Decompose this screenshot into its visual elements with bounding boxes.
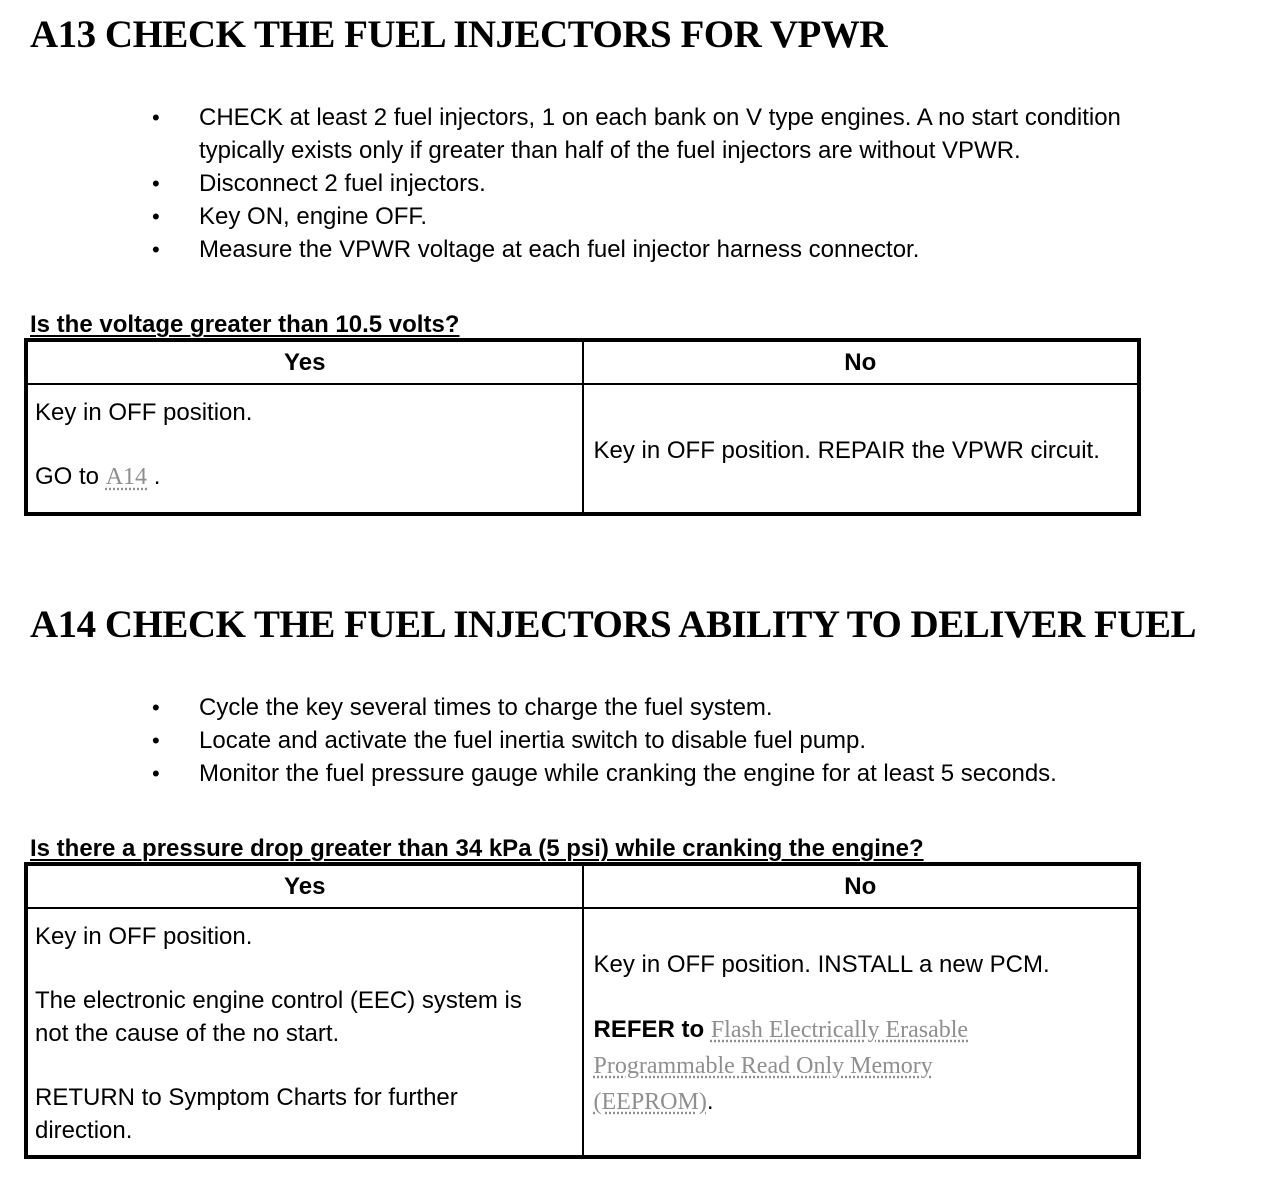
section-a14-heading: A14 CHECK THE FUEL INJECTORS ABILITY TO DELIVER FUEL bbox=[30, 603, 1196, 646]
a14-question bbox=[30, 836, 1264, 862]
section-a13 bbox=[0, 0, 1264, 516]
goto-suffix: . bbox=[147, 463, 161, 490]
section-a14 bbox=[0, 602, 1264, 1159]
bullet-item bbox=[150, 757, 1129, 790]
bullet-text: Disconnect 2 fuel injectors. bbox=[199, 170, 486, 197]
bullet-dot-icon: • bbox=[152, 695, 160, 720]
bullet-dot-icon: • bbox=[152, 728, 160, 753]
bullet-dot-icon: • bbox=[152, 204, 160, 229]
bullet-text: Cycle the key several times to charge the fuel system. bbox=[199, 694, 773, 721]
yes-header-cell: Yes bbox=[26, 340, 583, 384]
table-header-row bbox=[26, 340, 1139, 384]
yes-cell-text: The electronic engine control (EEC) system is not the cause of the no start. bbox=[35, 987, 522, 1047]
bullet-item bbox=[150, 691, 1129, 724]
table-body-row bbox=[26, 384, 1139, 514]
no-cell bbox=[583, 908, 1140, 1157]
a14-decision-table bbox=[24, 862, 1141, 1159]
bullet-dot-icon: • bbox=[152, 237, 160, 262]
bullet-dot-icon: • bbox=[152, 171, 160, 196]
goto-line bbox=[35, 460, 554, 494]
goto-prefix: GO to bbox=[35, 463, 106, 490]
eeprom-link[interactable]: Flash Electrically Erasable Programmable Read Only Memory (EEPROM) bbox=[593, 1016, 969, 1115]
a14-bullet-list bbox=[150, 691, 1129, 790]
yes-cell-text: Key in OFF position. bbox=[35, 923, 253, 950]
yes-cell bbox=[26, 908, 583, 1157]
bullet-item bbox=[150, 101, 1129, 167]
bullet-text: CHECK at least 2 fuel injectors, 1 on each bank on V type engines. A no start condition typically exists only if greater than half of the fuel injectors are without VPWR. bbox=[199, 104, 1121, 164]
yes-header-cell: Yes bbox=[26, 864, 583, 908]
bullet-text: Monitor the fuel pressure gauge while cranking the engine for at least 5 seconds. bbox=[199, 760, 1057, 787]
no-header-cell: No bbox=[583, 340, 1140, 384]
table-body-row bbox=[26, 908, 1139, 1157]
bullet-dot-icon: • bbox=[152, 105, 160, 130]
a13-question bbox=[30, 312, 1264, 338]
yes-cell bbox=[26, 384, 583, 514]
no-cell-text: Key in OFF position. REPAIR the VPWR circuit. bbox=[593, 436, 1100, 464]
yes-cell-text: RETURN to Symptom Charts for further direction. bbox=[35, 1084, 458, 1144]
bullet-item bbox=[150, 233, 1129, 266]
refer-suffix: . bbox=[706, 1087, 714, 1115]
a13-bullet-list bbox=[150, 101, 1129, 266]
a14-question-text: Is there a pressure drop greater than 34 kPa (5 psi) while cranking the engine? bbox=[30, 835, 924, 862]
table-header-row bbox=[26, 864, 1139, 908]
bullet-text: Measure the VPWR voltage at each fuel injector harness connector. bbox=[199, 236, 920, 263]
bullet-text: Key ON, engine OFF. bbox=[199, 203, 428, 230]
refer-prefix: REFER to bbox=[593, 1015, 711, 1043]
a13-question-text: Is the voltage greater than 10.5 volts? bbox=[30, 311, 460, 338]
bullet-item bbox=[150, 724, 1129, 757]
refer-line bbox=[594, 1012, 1044, 1120]
a14-link[interactable]: A14 bbox=[105, 464, 148, 490]
no-cell-text: Key in OFF position. INSTALL a new PCM. bbox=[593, 950, 1050, 978]
no-cell bbox=[583, 384, 1140, 514]
bullet-item bbox=[150, 167, 1129, 200]
bullet-item bbox=[150, 200, 1129, 233]
section-a13-heading: A13 CHECK THE FUEL INJECTORS FOR VPWR bbox=[30, 13, 887, 56]
a13-decision-table bbox=[24, 338, 1141, 516]
bullet-text: Locate and activate the fuel inertia switch to disable fuel pump. bbox=[199, 727, 867, 754]
yes-cell-text: Key in OFF position. bbox=[35, 399, 253, 426]
no-header-cell: No bbox=[583, 864, 1140, 908]
bullet-dot-icon: • bbox=[152, 761, 160, 786]
